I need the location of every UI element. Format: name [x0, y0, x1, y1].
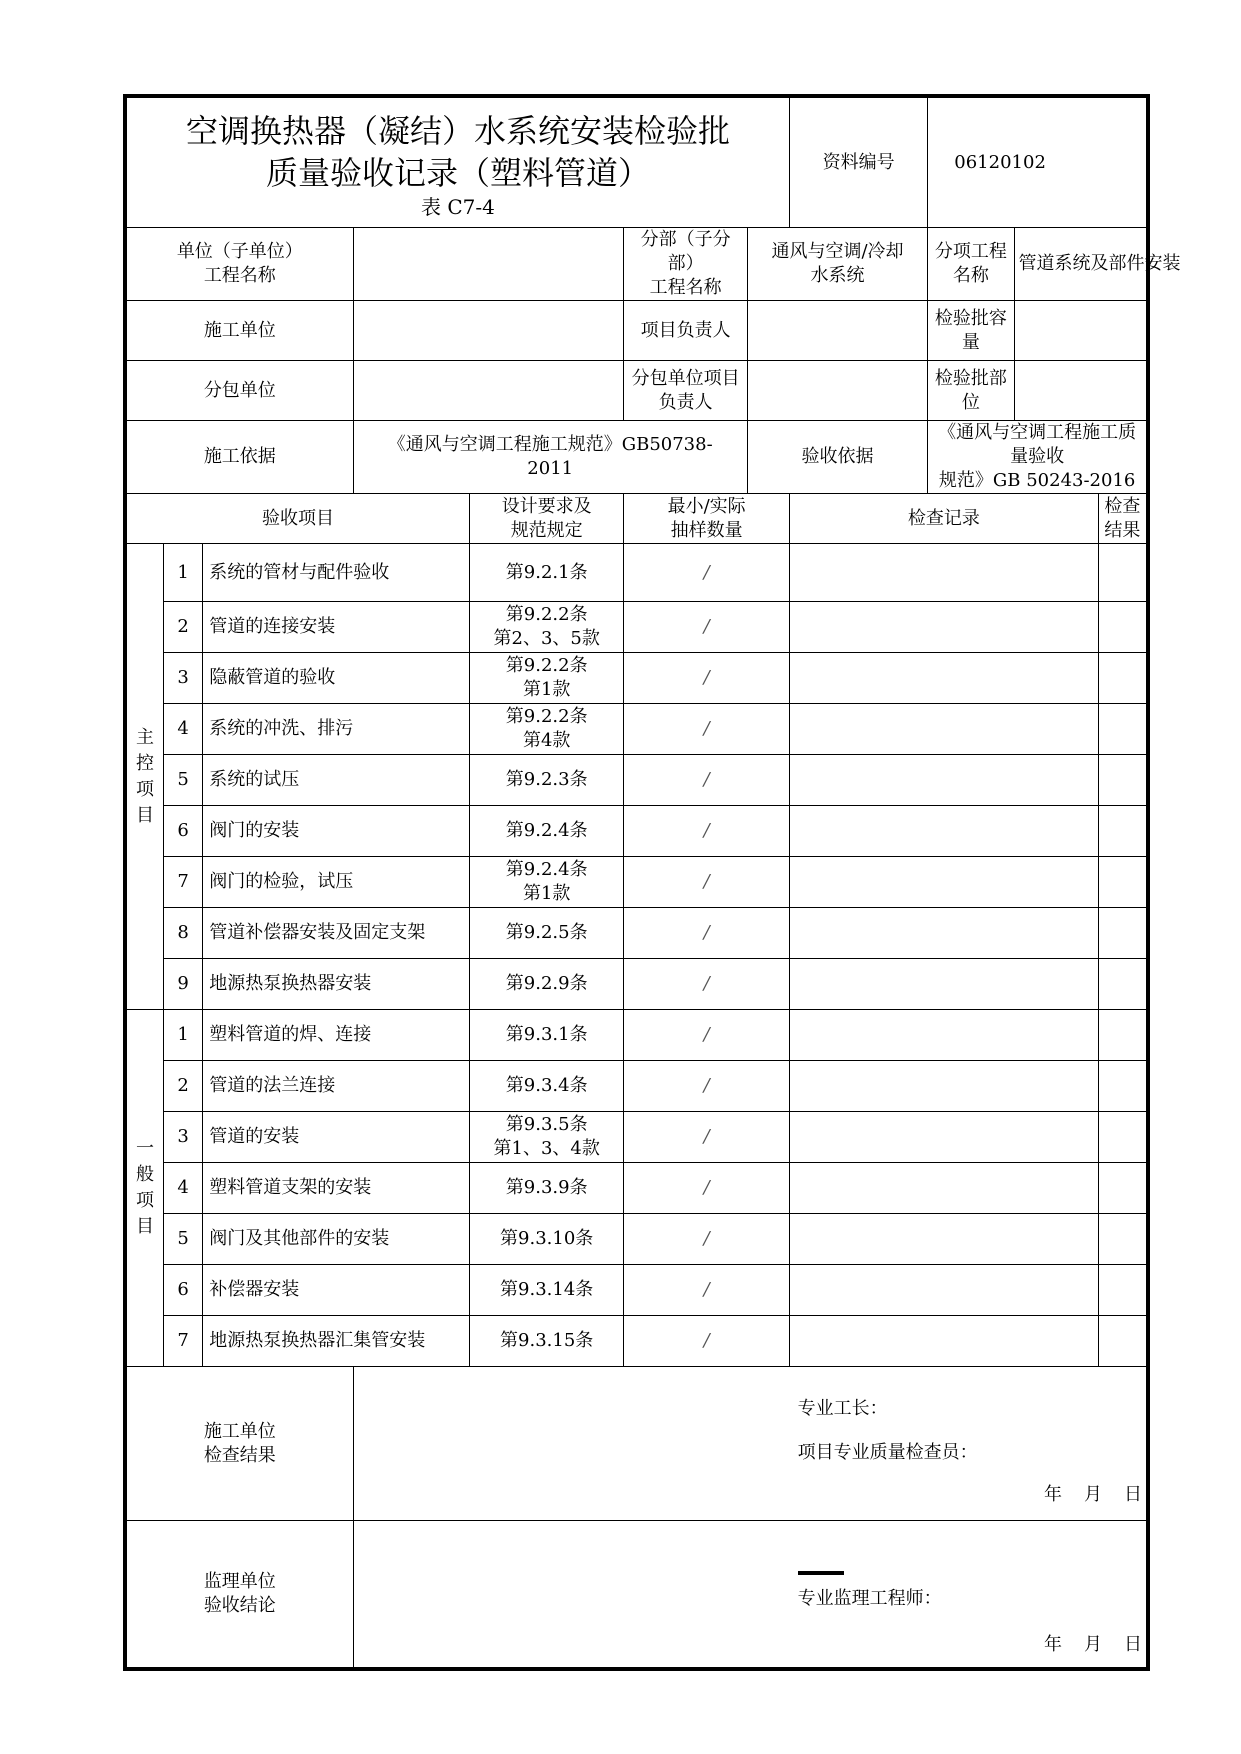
check-record[interactable] — [789, 544, 1098, 602]
basis-value: 《通风与空调工程施工规范》GB50738- 2011 — [353, 421, 747, 494]
contractor-check-label: 施工单位 检查结果 — [127, 1367, 354, 1521]
check-result[interactable] — [1098, 806, 1146, 857]
sample-count[interactable]: / — [624, 1214, 789, 1265]
check-record[interactable] — [789, 1316, 1098, 1367]
engineer-label: 专业监理工程师： — [797, 1588, 942, 1609]
inspection-form — [123, 94, 1181, 1671]
main-group-label: 主 控 项 目 — [127, 544, 164, 1010]
sample-count[interactable]: / — [624, 1061, 789, 1112]
signature-dash — [798, 1571, 844, 1575]
main-row — [127, 602, 1147, 653]
row-number: 3 — [164, 653, 203, 704]
sample-count[interactable]: / — [624, 544, 789, 602]
doc-no-value[interactable]: 06120102 — [928, 98, 1147, 228]
subcontractor-value[interactable] — [353, 361, 624, 421]
item-name: 管道的安装 — [203, 1112, 470, 1163]
contractor-check-area[interactable] — [353, 1367, 1146, 1521]
sub-lead-value[interactable] — [747, 361, 928, 421]
sub-item-label: 分项工程名称 — [928, 228, 1014, 301]
main-row — [127, 653, 1147, 704]
spec-clause: 第9.3.9条 — [469, 1163, 623, 1214]
supervisor-check-label: 监理单位 验收结论 — [127, 1521, 354, 1668]
basis-label: 施工依据 — [127, 421, 354, 494]
row-number: 1 — [164, 544, 203, 602]
unit-value[interactable] — [353, 228, 624, 301]
sample-count[interactable]: / — [624, 857, 789, 908]
check-record[interactable] — [789, 908, 1098, 959]
general-row — [127, 1112, 1147, 1163]
check-record[interactable] — [789, 1061, 1098, 1112]
doc-no-label: 资料编号 — [789, 98, 927, 228]
division-label: 分部（子分部） 工程名称 — [624, 228, 747, 301]
subcontractor-label: 分包单位 — [127, 361, 354, 421]
check-record[interactable] — [789, 1265, 1098, 1316]
sample-count[interactable]: / — [624, 959, 789, 1010]
batch-location-value[interactable] — [1014, 361, 1146, 421]
spec-clause: 第9.3.5条 第1、3、4款 — [469, 1112, 623, 1163]
acceptance-basis-value: 《通风与空调工程施工质量验收 规范》GB 50243-2016 — [928, 421, 1147, 494]
check-result[interactable] — [1098, 1112, 1146, 1163]
spec-clause: 第9.2.3条 — [469, 755, 623, 806]
table-number: 表 C7-4 — [421, 194, 495, 219]
check-record[interactable] — [789, 1214, 1098, 1265]
sample-count[interactable]: / — [624, 1316, 789, 1367]
item-name: 阀门的安装 — [203, 806, 470, 857]
general-items — [127, 1010, 1147, 1367]
sub-item-value[interactable]: 管道系统及部件安装 — [1014, 228, 1146, 301]
item-name: 塑料管道的焊、连接 — [203, 1010, 470, 1061]
item-name: 系统的试压 — [203, 755, 470, 806]
main-items — [127, 544, 1147, 1010]
sample-count[interactable]: / — [624, 755, 789, 806]
sub-lead-label: 分包单位项目 负责人 — [624, 361, 747, 421]
check-result[interactable] — [1098, 544, 1146, 602]
sample-count[interactable]: / — [624, 806, 789, 857]
check-result[interactable] — [1098, 602, 1146, 653]
row-number: 4 — [164, 704, 203, 755]
spec-clause: 第9.2.2条 第2、3、5款 — [469, 602, 623, 653]
contractor-value[interactable] — [353, 301, 624, 361]
batch-capacity-label: 检验批容量 — [928, 301, 1014, 361]
row-number: 2 — [164, 1061, 203, 1112]
check-record[interactable] — [789, 755, 1098, 806]
sample-count[interactable]: / — [624, 1265, 789, 1316]
supervisor-date: 年 月 日 — [1044, 1634, 1142, 1655]
spec-clause: 第9.3.4条 — [469, 1061, 623, 1112]
title-block — [127, 98, 790, 228]
check-record[interactable] — [789, 806, 1098, 857]
spec-clause: 第9.2.2条 第1款 — [469, 653, 623, 704]
sample-count[interactable]: / — [624, 602, 789, 653]
row-number: 5 — [164, 1214, 203, 1265]
row-number: 6 — [164, 806, 203, 857]
general-row — [127, 1061, 1147, 1112]
item-name: 补偿器安装 — [203, 1265, 470, 1316]
check-record[interactable] — [789, 1112, 1098, 1163]
main-row — [127, 704, 1147, 755]
main-row — [127, 857, 1147, 908]
check-result[interactable] — [1098, 704, 1146, 755]
check-record[interactable] — [789, 959, 1098, 1010]
acceptance-basis-label: 验收依据 — [747, 421, 928, 494]
contractor-date: 年 月 日 — [1044, 1484, 1142, 1505]
main-row — [127, 959, 1147, 1010]
check-record[interactable] — [789, 857, 1098, 908]
check-result[interactable] — [1098, 1265, 1146, 1316]
spec-clause: 第9.3.1条 — [469, 1010, 623, 1061]
project-lead-value[interactable] — [747, 301, 928, 361]
general-group-label: 一 般 项 目 — [127, 1010, 164, 1367]
spec-clause: 第9.2.4条 — [469, 806, 623, 857]
supervisor-check-area[interactable] — [353, 1521, 1146, 1668]
row-number: 7 — [164, 857, 203, 908]
main-row — [127, 908, 1147, 959]
row-number: 9 — [164, 959, 203, 1010]
spec-clause: 第9.2.9条 — [469, 959, 623, 1010]
general-row — [127, 1163, 1147, 1214]
sample-count[interactable]: / — [624, 1163, 789, 1214]
unit-label: 单位（子单位） 工程名称 — [127, 228, 354, 301]
inspector-label: 项目专业质量检查员： — [797, 1442, 978, 1463]
sample-count[interactable]: / — [624, 1010, 789, 1061]
item-name: 系统的管材与配件验收 — [203, 544, 470, 602]
check-record[interactable] — [789, 653, 1098, 704]
column-sample: 最小/实际 抽样数量 — [624, 494, 789, 544]
spec-clause: 第9.2.5条 — [469, 908, 623, 959]
check-record[interactable] — [789, 1163, 1098, 1214]
item-name: 阀门及其他部件的安装 — [203, 1214, 470, 1265]
check-record[interactable] — [789, 704, 1098, 755]
column-record: 检查记录 — [789, 494, 1098, 544]
check-result[interactable] — [1098, 1214, 1146, 1265]
row-number: 8 — [164, 908, 203, 959]
spec-clause: 第9.3.15条 — [469, 1316, 623, 1367]
item-name: 阀门的检验，试压 — [203, 857, 470, 908]
sample-count[interactable]: / — [624, 908, 789, 959]
batch-location-label: 检验批部位 — [928, 361, 1014, 421]
row-number: 6 — [164, 1265, 203, 1316]
item-name: 地源热泵换热器汇集管安装 — [203, 1316, 470, 1367]
spec-clause: 第9.3.10条 — [469, 1214, 623, 1265]
general-row — [127, 1265, 1147, 1316]
foreman-label: 专业工长： — [797, 1398, 888, 1419]
general-row — [127, 1214, 1147, 1265]
check-result[interactable] — [1098, 1061, 1146, 1112]
column-design: 设计要求及 规范规定 — [469, 494, 623, 544]
check-result[interactable] — [1098, 1316, 1146, 1367]
check-record[interactable] — [789, 1010, 1098, 1061]
check-result[interactable] — [1098, 857, 1146, 908]
main-row — [127, 544, 1147, 602]
check-result[interactable] — [1098, 755, 1146, 806]
check-result[interactable] — [1098, 959, 1146, 1010]
row-number: 2 — [164, 602, 203, 653]
column-item: 验收项目 — [127, 494, 470, 544]
row-number: 7 — [164, 1316, 203, 1367]
spec-clause: 第9.3.14条 — [469, 1265, 623, 1316]
item-name: 塑料管道支架的安装 — [203, 1163, 470, 1214]
check-result[interactable] — [1098, 653, 1146, 704]
main-row — [127, 806, 1147, 857]
sample-count[interactable]: / — [624, 653, 789, 704]
sample-count[interactable]: / — [624, 704, 789, 755]
division-value[interactable]: 通风与空调/冷却 水系统 — [747, 228, 928, 301]
form-title-line1: 空调换热器（凝结）水系统安装检验批 — [185, 111, 730, 150]
sample-count[interactable]: / — [624, 1112, 789, 1163]
main-row — [127, 755, 1147, 806]
project-lead-label: 项目负责人 — [624, 301, 747, 361]
item-name: 隐蔽管道的验收 — [203, 653, 470, 704]
column-result: 检查 结果 — [1098, 494, 1146, 544]
check-result[interactable] — [1098, 1163, 1146, 1214]
check-result[interactable] — [1098, 1010, 1146, 1061]
spec-clause: 第9.2.1条 — [469, 544, 623, 602]
general-row — [127, 1316, 1147, 1367]
item-name: 管道补偿器安装及固定支架 — [203, 908, 470, 959]
row-number: 1 — [164, 1010, 203, 1061]
spec-clause: 第9.2.2条 第4款 — [469, 704, 623, 755]
check-result[interactable] — [1098, 908, 1146, 959]
row-number: 5 — [164, 755, 203, 806]
form-table — [126, 97, 1181, 1668]
row-number: 3 — [164, 1112, 203, 1163]
row-number: 4 — [164, 1163, 203, 1214]
check-record[interactable] — [789, 602, 1098, 653]
contractor-label: 施工单位 — [127, 301, 354, 361]
form-title-line2: 质量验收记录（塑料管道） — [265, 153, 650, 192]
batch-capacity-value[interactable] — [1014, 301, 1146, 361]
general-row — [127, 1010, 1147, 1061]
item-name: 地源热泵换热器安装 — [203, 959, 470, 1010]
item-name: 管道的连接安装 — [203, 602, 470, 653]
spec-clause: 第9.2.4条 第1款 — [469, 857, 623, 908]
item-name: 管道的法兰连接 — [203, 1061, 470, 1112]
item-name: 系统的冲洗、排污 — [203, 704, 470, 755]
